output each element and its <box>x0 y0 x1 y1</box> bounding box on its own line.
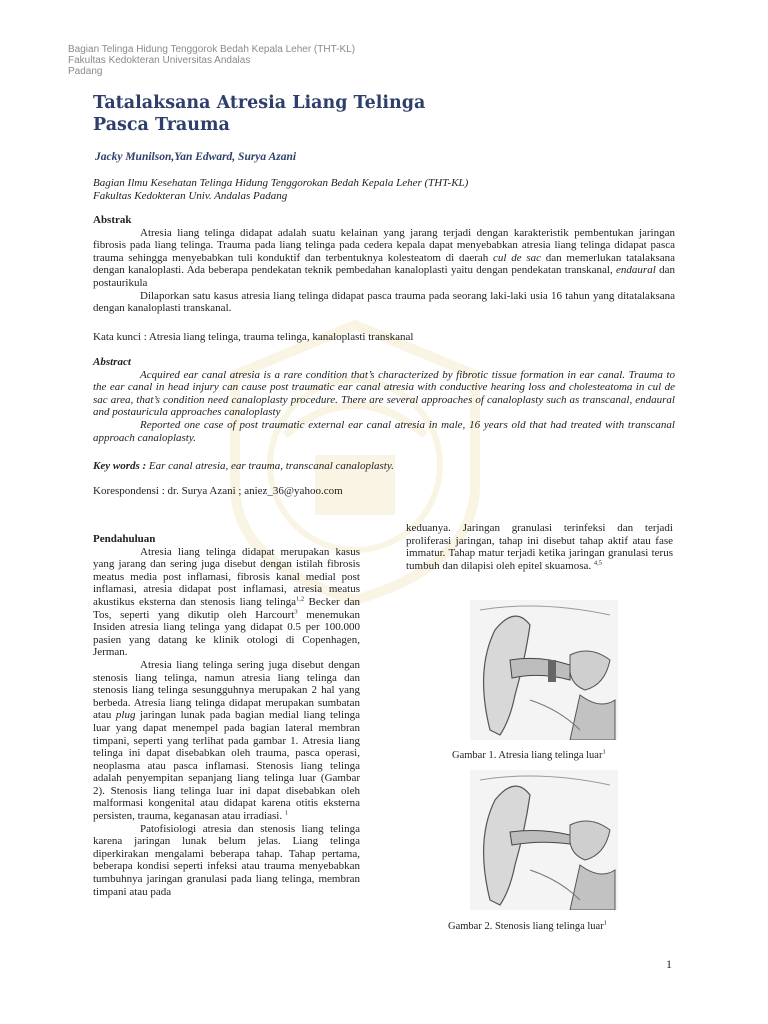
pend-p1-text-b: Becker dan Tos, seperti yang dikutip oleh Harcourt <box>93 595 360 621</box>
affiliation <box>93 177 468 203</box>
abstrak-section <box>93 214 675 315</box>
abstract-section <box>93 356 675 444</box>
pendahuluan-heading: Pendahuluan <box>93 533 156 545</box>
pendahuluan-paragraph-2 <box>93 659 360 823</box>
abstrak-p1-text-b: dan memerlukan tatalaksana dengan kanaloplasti. Ada beberapa pendekatan teknik pembedahan kanaloplasti yaitu dengan pendekatan transkanal, <box>93 251 675 277</box>
paper-title <box>93 92 425 136</box>
institution-line-3: Padang <box>68 66 103 77</box>
figure-1-caption <box>452 750 606 761</box>
abstrak-p1-endaural: endaural <box>616 264 656 277</box>
kata-kunci: Kata kunci : Atresia liang telinga, trauma telinga, kanaloplasti transkanal <box>93 331 414 343</box>
right-col-text: keduanya. Jaringan granulasi terinfeksi dan terjadi proliferasi jaringan, tahap ini disebut tahap aktif atau fase immatur. Tahap matur terjadi ketika jaringan granulasi terus tumbuh dan dilapisi oleh epitel skuamosa. <box>406 522 673 572</box>
pendahuluan-paragraph-1 <box>93 546 360 659</box>
korespondensi: Korespondensi : dr. Surya Azani ; aniez_36@yahoo.com <box>93 485 343 497</box>
institution-header <box>68 44 355 77</box>
pend-p1-citation-2: 3 <box>294 607 298 615</box>
pend-p2-plug: plug <box>115 709 136 722</box>
ear-atresia-figure <box>470 600 618 740</box>
abstract-paragraph-1: Acquired ear canal atresia is a rare condition that’s characterized by fibrotic tissue formation in ear canal. Trauma to the ear canal in head injury can cause post traumatic ear canal atresia with conductive hearing loss and cholesteatoma in cul de sac area, that’s condition need canaloplasty procedure. There are several approaches of canaloplasty such as transcanal, endaural and postauricula approaches canaloplasty <box>93 368 675 419</box>
pend-p1-citation-1: 1,2 <box>295 595 305 603</box>
right-column-paragraph <box>406 522 673 572</box>
abstrak-heading: Abstrak <box>93 214 132 226</box>
right-col-citation: 4,5 <box>593 559 603 567</box>
figure-1-citation: 1 <box>602 748 606 756</box>
pend-p1-text-a: Atresia liang telinga didapat merupakan kasus yang jarang dan sering juga disebut dengan istilah fibrosis meatus media post inflamasi, fibrosis kanal medial post inflamasi, atresia didapat post inflamasi, atresia meatus akustikus eksterna dan stenosis liang telinga <box>93 545 360 608</box>
page-number: 1 <box>666 957 672 971</box>
title-line-1: Tatalaksana Atresia Liang Telinga <box>93 93 426 113</box>
key-words-label: Key words : <box>93 460 147 472</box>
pend-p1-text-c: menemukan Insiden atresia liang telinga yang didapat 0.5 per 100.000 pasien yang datang ke klinik otologi di Copenhagen, Jerman. <box>93 608 360 659</box>
figure-1-caption-text: Gambar 1. Atresia liang telinga luar <box>452 750 603 761</box>
figure-2-citation: 1 <box>603 919 607 927</box>
abstract-heading: Abstract <box>93 356 131 368</box>
pend-p2-text-a: Atresia liang telinga sering juga disebut dengan stenosis liang telinga, namun atresia liang telinga dan stenosis liang telinga sesungguhnya merupakan 2 hal yang berbeda. Atresia liang telinga didapat merupakan sumbatan atau <box>93 658 360 722</box>
abstrak-paragraph-1 <box>93 227 675 290</box>
pendahuluan-section <box>93 533 360 898</box>
authors: Jacky Munilson,Yan Edward, Surya Azani <box>95 151 297 163</box>
key-words-text: Ear canal atresia, ear trauma, transcanal canaloplasty. <box>146 460 394 472</box>
abstrak-paragraph-2: Dilaporkan satu kasus atresia liang telinga didapat pasca trauma pada seorang laki-laki usia 16 tahun yang ditatalaksana dengan kanaloplasti transkanal. <box>93 289 675 315</box>
ear-stenosis-figure <box>470 770 618 910</box>
abstrak-p1-cul-de-sac: cul de sac <box>493 251 542 264</box>
abstrak-p1-text-c: dan postaurikula <box>93 264 675 289</box>
title-line-2: Pasca Trauma <box>93 115 230 135</box>
affiliation-line-1: Bagian Ilmu Kesehatan Telinga Hidung Tenggorokan Bedah Kepala Leher (THT-KL) <box>93 177 469 189</box>
figure-2-caption-text: Gambar 2. Stenosis liang telinga luar <box>448 921 604 932</box>
pend-p2-text-b: jaringan lunak pada bagian medial liang telinga luar yang dapat menempel pada bagian lateral membran timpani, seperti yang terlihat pada gambar 1. Atresia liang telinga ini dapat disebabkan oleh trauma, pasca operasi, neoplasma atau pasca inflamasi. Stenosis liang telinga adalah penyempitan sepanjang liang telinga luar (Gambar 2). Stenosis liang telinga luar ini dapat disebabkan oleh malformasi kongenital atau didapat karena otitis eksterna persisten, trauma, keganasan atau irradiasi. <box>93 709 360 823</box>
right-column-text <box>406 522 673 572</box>
abstract-paragraph-2: Reported one case of post traumatic external ear canal atresia in male, 16 years old that had treated with transcanal approach canaloplasty. <box>93 418 675 444</box>
institution-line-2: Fakultas Kedokteran Universitas Andalas <box>68 55 251 66</box>
figure-2-caption <box>448 921 607 932</box>
abstrak-p1-text-a: Atresia liang telinga didapat adalah suatu kelainan yang jarang terjadi dengan karakteristik pembentukan jaringan fibrosis pada liang telinga. Trauma pada liang telinga pada cedera kepala dapat menyebabkan atresia liang telinga didapat pasca trauma sehingga menyebabkan tuli konduktif dan terbentuknya kolesteatom di daerah <box>93 226 675 264</box>
affiliation-line-2: Fakultas Kedokteran Univ. Andalas Padang <box>93 190 288 202</box>
key-words <box>93 460 675 473</box>
pend-p2-citation: 1 <box>284 809 289 817</box>
institution-line-1: Bagian Telinga Hidung Tenggorok Bedah Kepala Leher (THT-KL) <box>68 44 356 55</box>
pendahuluan-paragraph-3: Patofisiologi atresia dan stenosis liang telinga karena jaringan lunak belum jelas. Liang telinga diperkirakan mengalami beberapa tahap. Tahap pertama, beberapa kondisi seperti infeksi atau trauma menyebabkan tumbuhnya jaringan granulasi pada liang telinga, membran timpani atau pada <box>93 822 360 898</box>
